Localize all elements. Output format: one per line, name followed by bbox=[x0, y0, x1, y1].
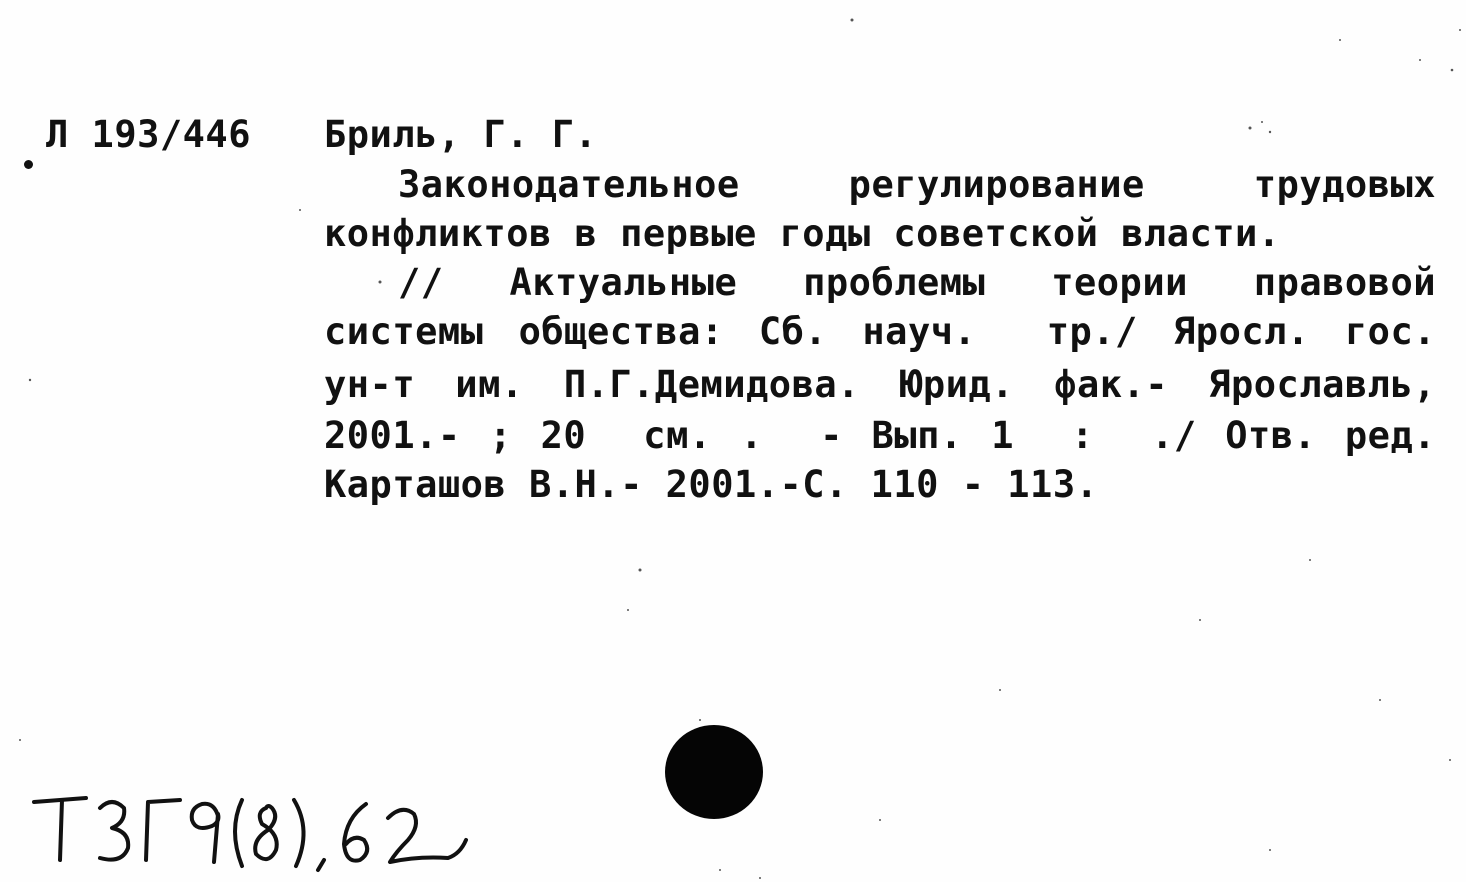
call-number: Л 193/446 bbox=[46, 113, 251, 156]
author-heading: Бриль, Г. Г. bbox=[324, 113, 598, 156]
source-line-5: Карташов В.Н.- 2001.-С. 110 - 113. bbox=[324, 463, 1099, 506]
punch-hole bbox=[665, 725, 763, 819]
source-line-1: // Актуальные проблемы теории правовой bbox=[398, 261, 1436, 304]
source-line-4: 2001.- ; 20 см. . - Вып. 1 : ./ Отв. ред. bbox=[324, 414, 1436, 457]
source-line-3: ун-т им. П.Г.Демидова. Юрид. фак.- Ярославль, bbox=[324, 363, 1436, 406]
handwritten-shelf-mark bbox=[28, 778, 488, 882]
source-line-2: системы общества: Сб. науч. тр./ Яросл. гос. bbox=[324, 310, 1436, 353]
title-line-2: конфликтов в первые годы советской власти. bbox=[324, 212, 1281, 255]
punch-mark bbox=[24, 160, 33, 169]
title-line-1: Законодательное регулирование трудовых bbox=[398, 163, 1436, 206]
